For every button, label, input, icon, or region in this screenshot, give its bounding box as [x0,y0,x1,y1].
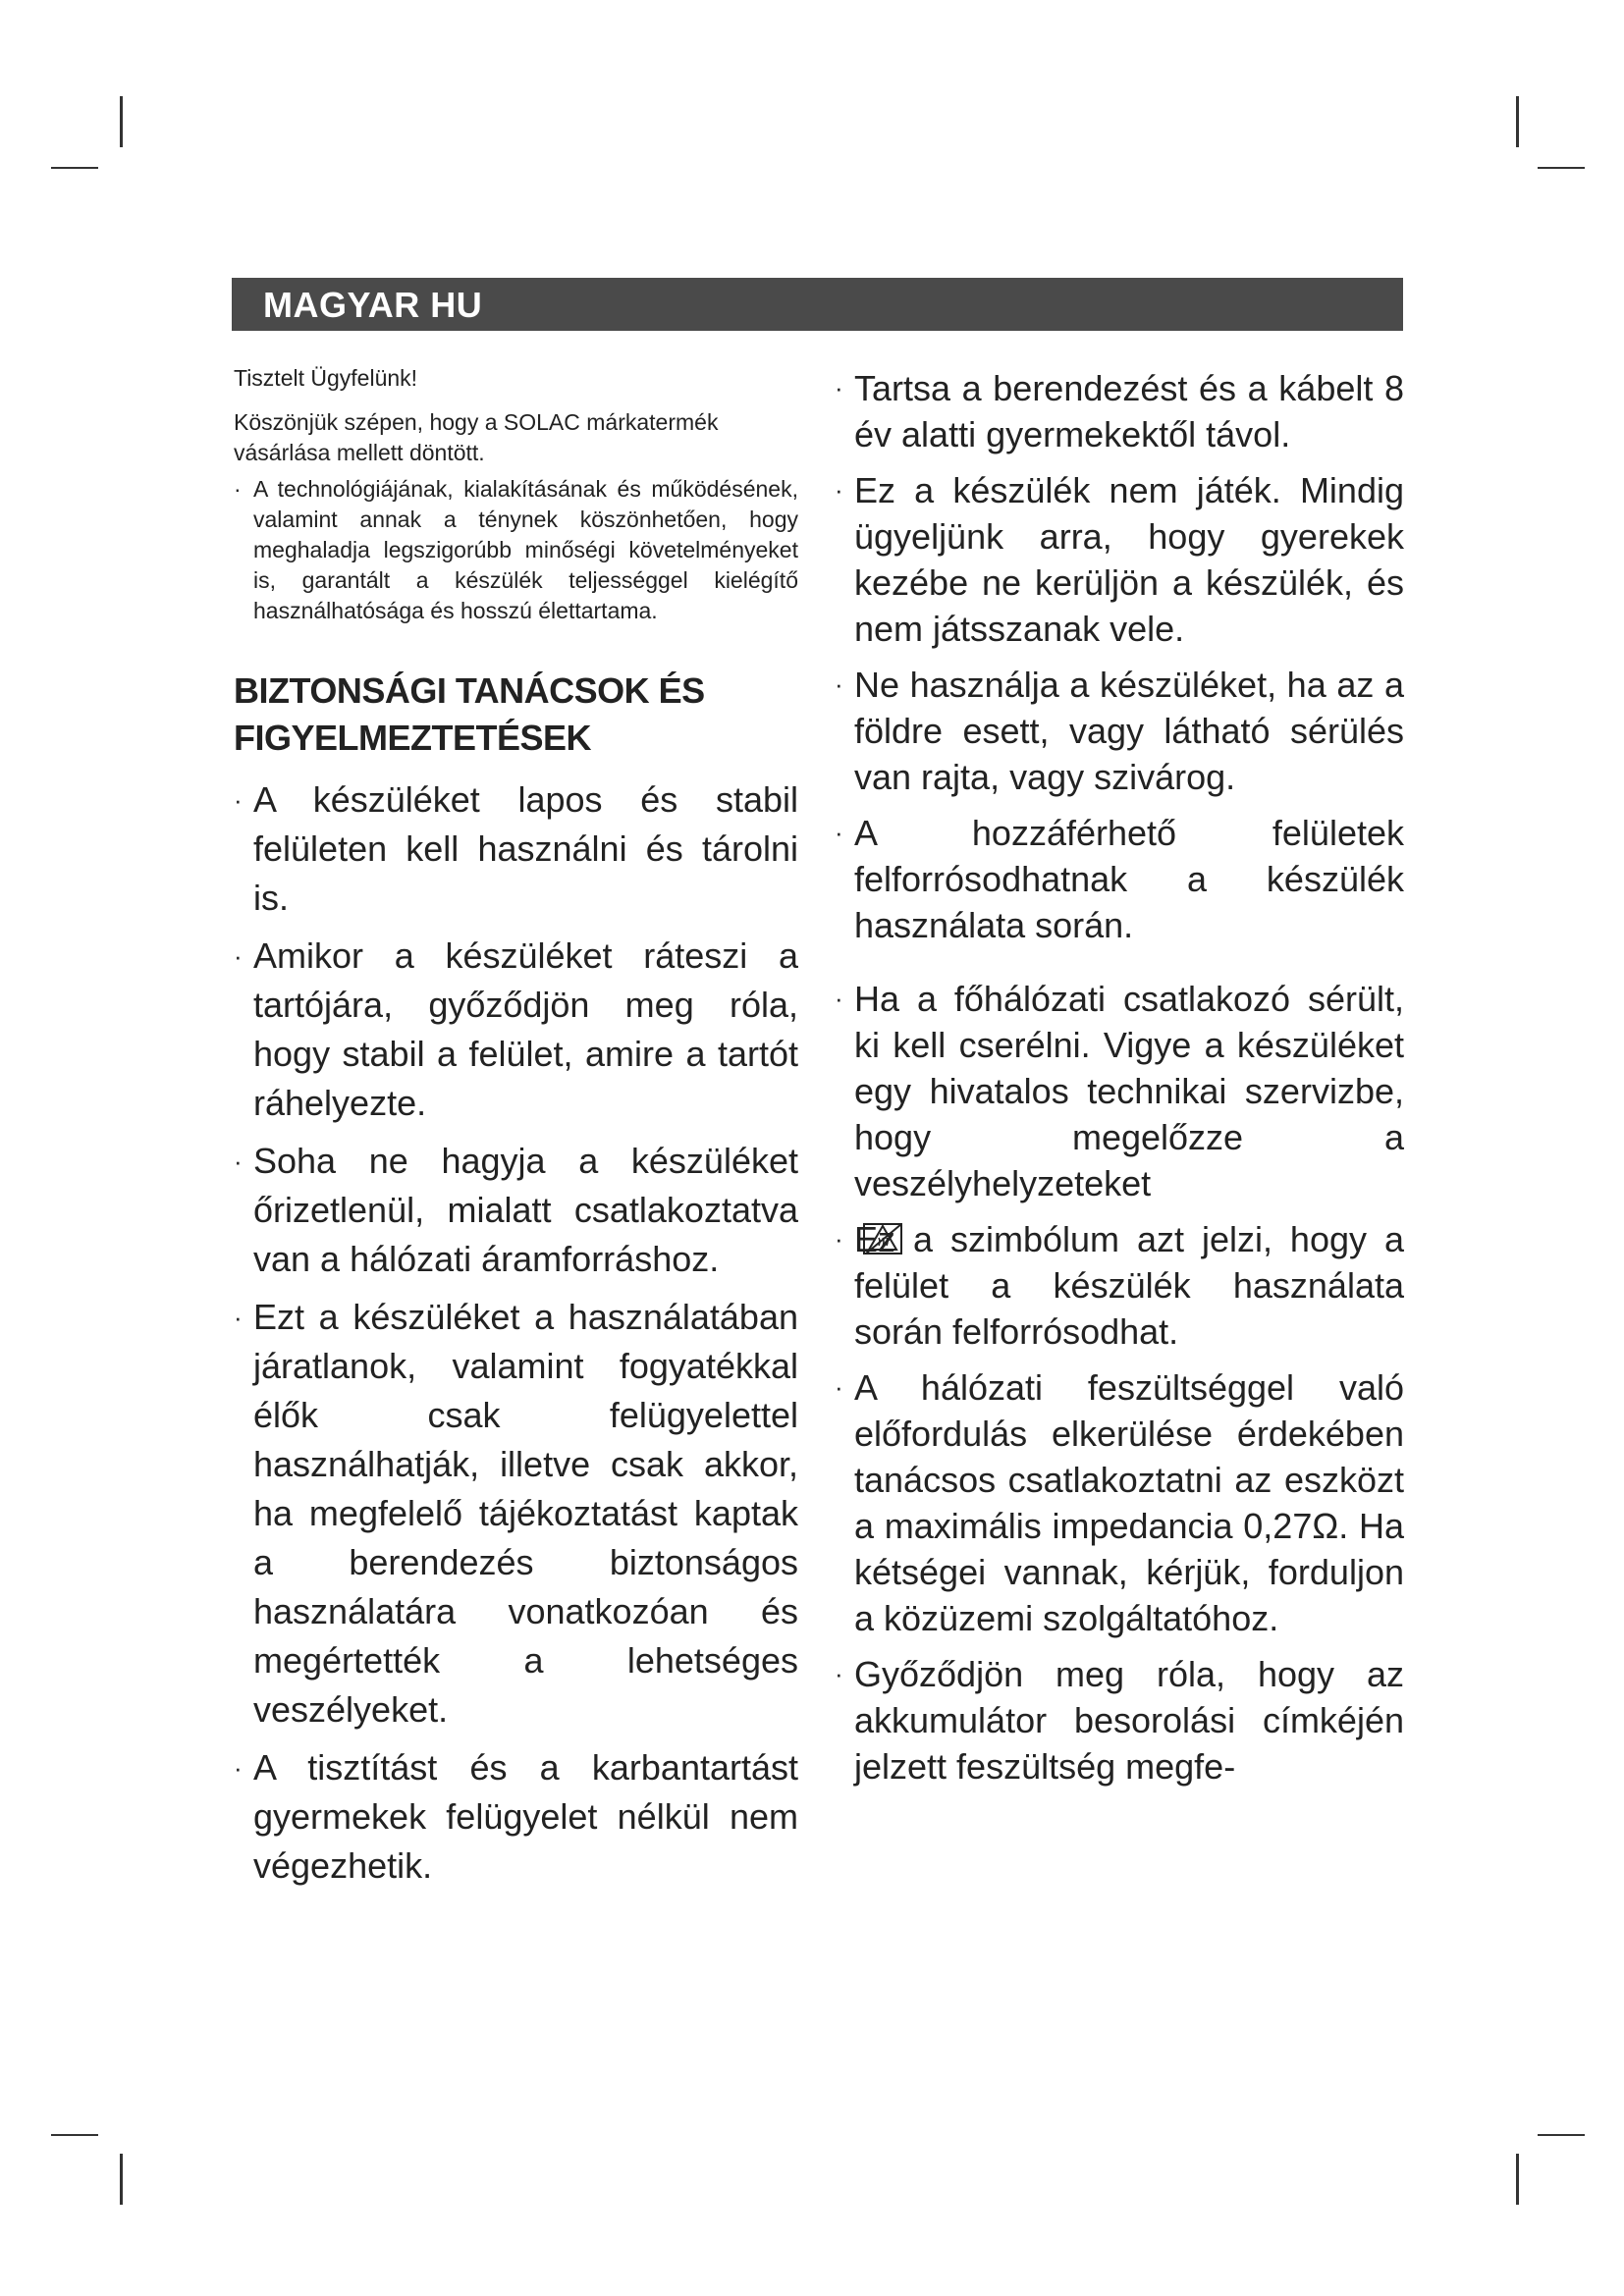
bullet-dot: · [835,818,843,847]
list-item [835,1364,1404,1641]
list-item [835,467,1404,652]
thanks-text: Köszönjük szépen, hogy a SOLAC márkatermék vásárlása mellett döntött. [234,409,719,465]
safety-list-right [835,365,1404,1789]
bullet-dot: · [835,1659,843,1688]
list-item [835,662,1404,800]
crop-mark [1516,2154,1519,2205]
list-item-text: A tisztítást és a karbantartást gyermekek felügyelet nélkül nem végezhetik. [253,1747,798,1886]
bullet-dot: · [835,373,843,402]
list-item [835,1651,1404,1789]
list-item [835,976,1404,1206]
list-item-text: Ezt a készüléket a használatában járatlanok, valamint fogyatékkal élők csak felügyelettel használhatják, illetve csak akkor, ha megfelelő tájékoztatást kaptak a berendezés biztonságos használatára vonatkozóan és megértették a lehetséges veszélyeket. [253,1297,798,1730]
language-header-bar [232,278,1403,331]
list-item [234,1293,798,1735]
right-column [835,365,1404,1799]
crop-mark [120,96,123,147]
list-item-text: Ne használja a készüléket, ha az a földre esett, vagy látható sérülés van rajta, vagy szivárog. [854,665,1404,797]
list-item-text: A hálózati feszültséggel való előfordulás elkerülése érdekében tanácsos csatlakoztatni az eszközt a maximális impedancia 0,27Ω. Ha kétségei vannak, kérjük, forduljon a közüzemi szolgáltatóhoz. [854,1367,1404,1638]
list-item-text: a szimbólum azt jelzi, hogy a felület a készülék használata során felforrósodhat. [854,1219,1404,1352]
bullet-dot: · [835,984,843,1013]
bullet-dot: · [234,1753,243,1783]
list-item-text: A készüléket lapos és stabil felületen kell használni és tárolni is. [253,779,798,918]
bullet-dot: · [835,1372,843,1402]
symbol-prefix: Ez [854,1219,896,1259]
list-item [835,810,1404,948]
list-item [234,775,798,923]
bullet-dot: · [234,476,242,502]
intro-bullet-text: A technológiájának, kialakításának és működésének, valamint annak a ténynek köszönhetően, hogy meghaladja legszigorúbb minőségi követelményeket is, garantált a készülék teljességgel kielégítő használhatósága és hosszú élettartama. [253,476,798,623]
list-item-text: A hozzáférhető felületek felforrósodhatnak a készülék használata során. [854,813,1404,945]
list-item-text: Ez a készülék nem játék. Mindig ügyeljünk arra, hogy gyerekek kezébe ne kerüljön a készülék, és nem játsszanak vele. [854,470,1404,649]
list-item-text: Soha ne hagyja a készüléket őrizetlenül, mialatt csatlakoztatva van a hálózati áramforráshoz. [253,1141,798,1279]
crop-mark [51,2134,98,2136]
list-item-text: Amikor a készüléket ráteszi a tartójára, győződjön meg róla, hogy stabil a felület, amire a tartót ráhelyezte. [253,935,798,1123]
safety-heading: BIZTONSÁGI TANÁCSOK ÉS FIGYELMEZTETÉSEK [234,670,705,758]
bullet-dot: · [234,941,243,971]
list-item-hot-surface [835,1216,1404,1355]
list-item [835,365,1404,457]
crop-mark [1538,167,1585,169]
intro-bullet [234,474,798,626]
crop-mark [1538,2134,1585,2136]
crop-mark [1516,96,1519,147]
bullet-dot: · [835,1224,843,1254]
crop-mark [51,167,98,169]
language-title: MAGYAR HU [263,285,483,325]
left-column [234,363,798,1899]
greeting: Tisztelt Ügyfelünk! [234,365,418,391]
hot-surface-icon [862,1218,905,1257]
bullet-dot: · [234,1303,243,1332]
bullet-dot: · [835,669,843,699]
bullet-dot: · [234,1147,243,1176]
list-item [234,1137,798,1284]
bullet-dot: · [835,475,843,505]
hot-surface-symbol [854,1216,895,1262]
list-item [234,932,798,1128]
list-item-text: Győződjön meg róla, hogy az akkumulátor besorolási címkéjén jelzett feszültség megfe- [854,1654,1404,1787]
bullet-dot: · [234,785,243,815]
safety-list-left [234,775,798,1891]
list-item [234,1743,798,1891]
list-item-text: Ha a főhálózati csatlakozó sérült, ki kell cserélni. Vigye a készüléket egy hivatalos technikai szervizbe, hogy megelőzze a veszélyhelyzeteket [854,979,1404,1203]
crop-mark [120,2154,123,2205]
list-item-text: Tartsa a berendezést és a kábelt 8 év alatti gyermekektől távol. [854,368,1404,454]
